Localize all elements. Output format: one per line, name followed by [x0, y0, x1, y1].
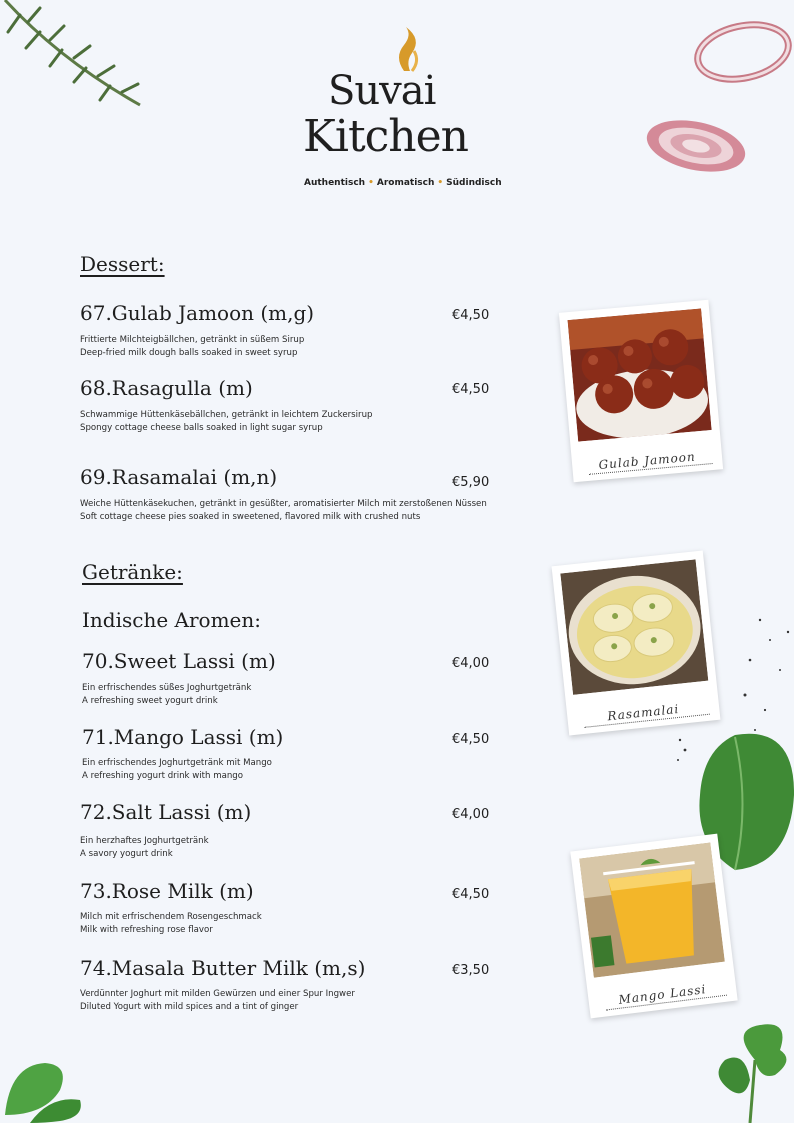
- menu-item-price: €4,00: [452, 656, 490, 671]
- menu-item-name: 72.Salt Lassi (m): [80, 800, 252, 824]
- menu-item-name: 70.Sweet Lassi (m): [82, 649, 276, 673]
- menu-item-description: Verdünnter Joghurt mit milden Gewürzen und einer Spur Ingwer Diluted Yogurt with mild spices and a tint of ginger: [80, 989, 355, 1012]
- parsley-decoration: [700, 1020, 794, 1123]
- menu-item-name: 71.Mango Lassi (m): [82, 725, 284, 749]
- menu-item-price: €3,50: [452, 963, 490, 978]
- rosemary-sprig-decoration: [0, 0, 150, 110]
- menu-item-name: 67.Gulab Jamoon (m,g): [80, 301, 315, 325]
- menu-item-name: 73.Rose Milk (m): [80, 879, 254, 903]
- drinks-heading: Getränke:: [82, 560, 183, 584]
- photo-caption: Gulab Jamoon: [598, 449, 697, 472]
- menu-item-name: 69.Rasamalai (m,n): [80, 465, 278, 489]
- gulab-jamoon-photo: [559, 300, 723, 482]
- menu-item-description: Schwammige Hüttenkäsebällchen, getränkt in leichtem Zuckersirup Spongy cottage cheese balls soaked in light sugar syrup: [80, 410, 373, 433]
- menu-item-description: Ein herzhaftes Joghurtgetränk A savory yogurt drink: [80, 836, 209, 859]
- dessert-heading: Dessert:: [80, 252, 165, 276]
- menu-item-description: Frittierte Milchteigbällchen, getränkt in süßem Sirup Deep-fried milk dough balls soaked in sweet syrup: [80, 335, 305, 358]
- photo-caption: Mango Lassi: [617, 982, 708, 1007]
- menu-item-price: €4,50: [452, 382, 490, 397]
- mango-lassi-photo: [570, 834, 737, 1019]
- menu-item-description: Ein erfrischendes Joghurtgetränk mit Mango A refreshing yogurt drink with mango: [82, 758, 272, 781]
- brand-logo: [300, 25, 500, 195]
- menu-item-price: €4,50: [452, 887, 490, 902]
- menu-item-price: €4,50: [452, 732, 490, 747]
- basil-leaf-decoration: [0, 1055, 85, 1123]
- mango-lassi-image: [579, 843, 725, 978]
- menu-item-description: Milch mit erfrischendem Rosengeschmack Milk with refreshing rose flavor: [80, 912, 262, 935]
- photo-caption: Rasamalai: [606, 701, 680, 724]
- steam-flame-icon: [392, 27, 422, 73]
- menu-item-price: €4,50: [452, 308, 490, 323]
- menu-item-price: €5,90: [452, 475, 490, 490]
- brand-name-line2: Kitchen: [303, 111, 468, 162]
- menu-item-description: Ein erfrischendes süßes Joghurtgetränk A refreshing sweet yogurt drink: [82, 683, 252, 706]
- menu-item-description: Weiche Hüttenkäsekuchen, getränkt in gesüßter, aromatisierter Milch mit zerstoßenen Nüssen Soft cottage cheese pies soaked in sweetened, flavored milk with crushed nuts: [80, 499, 487, 522]
- menu-item-price: €4,00: [452, 807, 490, 822]
- brand-tagline: Authentisch • Aromatisch • Südindisch: [304, 178, 502, 188]
- gulab-jamoon-image: [568, 308, 712, 441]
- menu-item-name: 68.Rasagulla (m): [80, 376, 253, 400]
- drinks-subheading: Indische Aromen:: [82, 608, 261, 632]
- spice-speckles-decoration: [660, 600, 794, 780]
- onion-slice-decoration: [640, 112, 755, 180]
- onion-ring-decoration: [688, 10, 794, 100]
- brand-name-line1: Suvai: [328, 68, 436, 114]
- menu-item-name: 74.Masala Butter Milk (m,s): [80, 956, 366, 980]
